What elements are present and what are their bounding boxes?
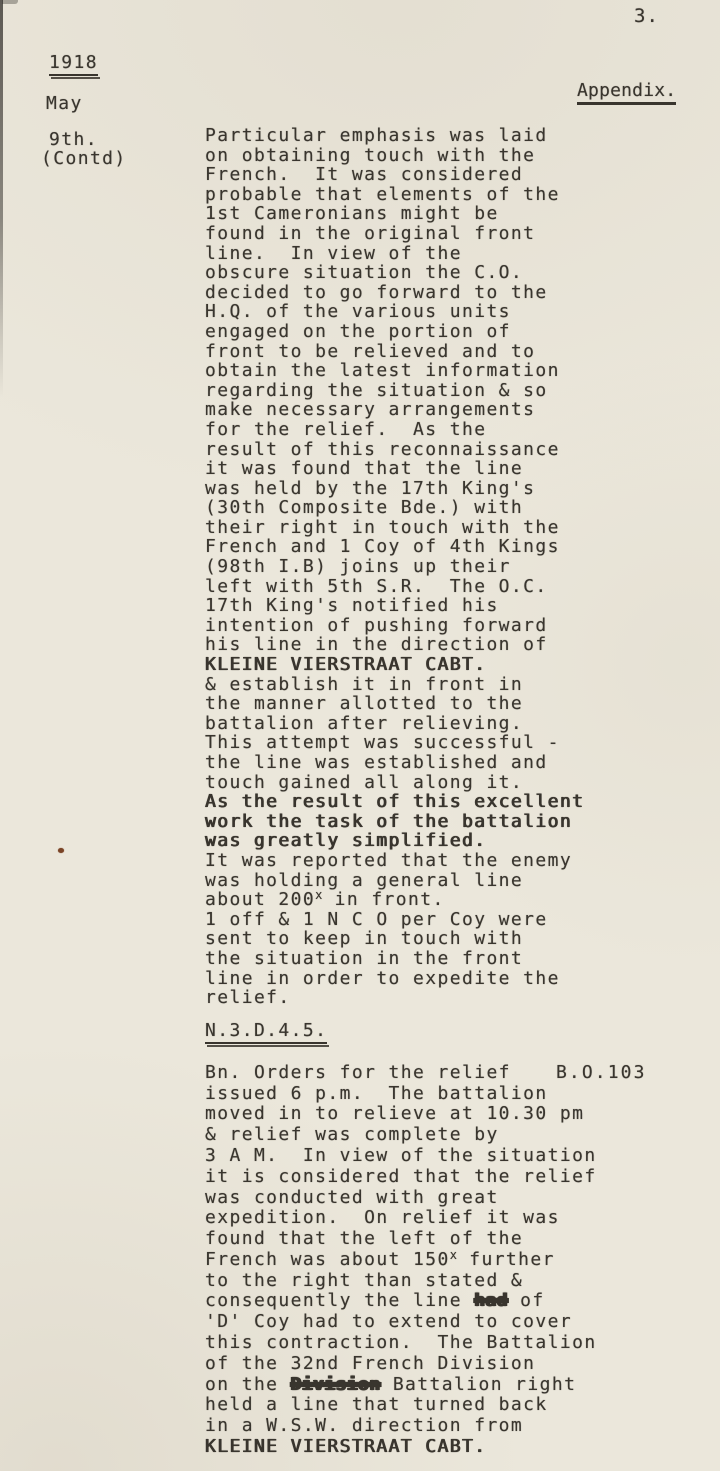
- text-line: relief.: [205, 987, 291, 1009]
- overstruck-word: had: [474, 1290, 508, 1312]
- text-line: line in order to expedite the: [205, 967, 560, 989]
- text-line: front to be relieved and to: [205, 340, 536, 362]
- text-line: to the right than stated &: [205, 1269, 524, 1291]
- text-line: the situation in the front: [205, 947, 524, 969]
- paper-speck: [58, 848, 64, 853]
- text-line: their right in touch with the: [205, 516, 560, 538]
- text-line: expedition. On relief it was: [205, 1207, 560, 1229]
- text-line: was greatly simplified.: [205, 830, 487, 852]
- text-line: & establish it in front in: [205, 673, 524, 695]
- day-contd-label: (Contd): [41, 148, 127, 169]
- text-line: this contraction. The Battalion: [205, 1332, 597, 1354]
- text-line: the line was established and: [205, 752, 548, 773]
- overstruck-word: Division: [290, 1373, 381, 1395]
- appendix-label: Appendix.: [577, 80, 676, 105]
- text-line: about 200$^x$ in front.: [205, 888, 445, 911]
- text-line: the manner allotted to the: [205, 693, 524, 715]
- text-line: found that the left of the: [205, 1228, 524, 1250]
- text-line: & relief was complete by: [205, 1124, 499, 1146]
- superscript-x: x: [449, 1247, 457, 1262]
- text-line: French. It was considered: [205, 164, 524, 186]
- text-line: result of this reconnaissance: [205, 438, 560, 460]
- diary-entry-body: [205, 126, 650, 1458]
- text-line: was held by the 17th King's: [205, 477, 536, 499]
- text-line: Particular emphasis was laid: [205, 125, 548, 146]
- text-line: work the task of the battalion: [205, 810, 573, 832]
- text-line: 'D' Coy had to extend to cover: [205, 1311, 573, 1333]
- text-line: (30th Composite Bde.) with: [205, 497, 524, 519]
- text-line: issued 6 p.m. The battalion: [205, 1082, 548, 1104]
- scan-edge-shadow: [0, 0, 3, 398]
- text-line: intention of pushing forward: [205, 614, 548, 636]
- text-line: KLEINE VIERSTRAAT CABT.: [205, 654, 487, 676]
- text-line: engaged on the portion of: [205, 320, 511, 342]
- text-line: French and 1 Coy of 4th Kings: [205, 536, 560, 558]
- text-line: on obtaining touch with the: [205, 144, 536, 166]
- scan-edge-mark: [2, 0, 18, 4]
- text-line: 1st Cameronians might be: [205, 203, 499, 225]
- text-line: Bn. Orders for the relief: [205, 1061, 511, 1083]
- text-line: French was about 150$^x$ further: [205, 1247, 555, 1270]
- text-line: held a line that turned back: [205, 1394, 548, 1416]
- superscript-x: x: [315, 888, 323, 903]
- text-line: This attempt was successful -: [205, 732, 560, 754]
- text-line: his line in the direction of: [205, 634, 548, 656]
- text-line: KLEINE VIERSTRAAT CABT.: [205, 1436, 487, 1458]
- section-heading-row: [205, 1021, 650, 1041]
- text-line: As the result of this excellent: [205, 791, 585, 813]
- text-line: it is considered that the relief: [205, 1165, 597, 1187]
- paragraph-2: [205, 1063, 650, 1458]
- page-number: 3.: [634, 5, 659, 27]
- text-line: H.Q. of the various units: [205, 301, 511, 323]
- text-line: decided to go forward to the: [205, 281, 548, 303]
- text-line: on the Division Battalion right: [205, 1373, 577, 1395]
- text-line: for the relief. As the: [205, 418, 487, 440]
- text-line: 3 A M. In view of the situation: [205, 1144, 597, 1166]
- text-line: regarding the situation & so: [205, 379, 548, 401]
- text-line: battalion after relieving.: [205, 712, 524, 734]
- section-heading: N.3.D.4.5.: [205, 1021, 327, 1044]
- text-line: (98th I.B) joins up their: [205, 556, 511, 578]
- month-label: May: [46, 93, 83, 114]
- text-line: consequently the line had of: [205, 1290, 545, 1312]
- year-label: 1918: [49, 52, 98, 76]
- text-line: line. In view of the: [205, 242, 462, 264]
- text-line: probable that elements of the: [205, 183, 560, 205]
- margin-reference: B.O.103: [556, 1062, 647, 1083]
- appendix-header: [577, 80, 676, 105]
- text-line: It was reported that the enemy: [205, 849, 573, 871]
- text-line: touch gained all along it.: [205, 771, 524, 793]
- day-label: 9th.: [49, 129, 98, 150]
- text-line: make necessary arrangements: [205, 399, 536, 421]
- text-line: 1 off & 1 N C O per Coy were: [205, 908, 548, 930]
- paragraph-1: [205, 126, 650, 1008]
- text-line: found in the original front: [205, 222, 536, 244]
- text-line: was conducted with great: [205, 1186, 499, 1208]
- text-line: 17th King's notified his: [205, 595, 499, 617]
- year-header: [49, 52, 98, 76]
- text-line: left with 5th S.R. The O.C.: [205, 575, 548, 597]
- text-line: in a W.S.W. direction from: [205, 1415, 524, 1437]
- text-line: obtain the latest information: [205, 360, 560, 382]
- text-line: moved in to relieve at 10.30 pm: [205, 1103, 585, 1125]
- text-line: sent to keep in touch with: [205, 928, 524, 950]
- text-line: obscure situation the C.O.: [205, 262, 524, 284]
- text-line: of the 32nd French Division: [205, 1352, 536, 1374]
- text-line: it was found that the line: [205, 458, 524, 480]
- text-line: was holding a general line: [205, 869, 524, 891]
